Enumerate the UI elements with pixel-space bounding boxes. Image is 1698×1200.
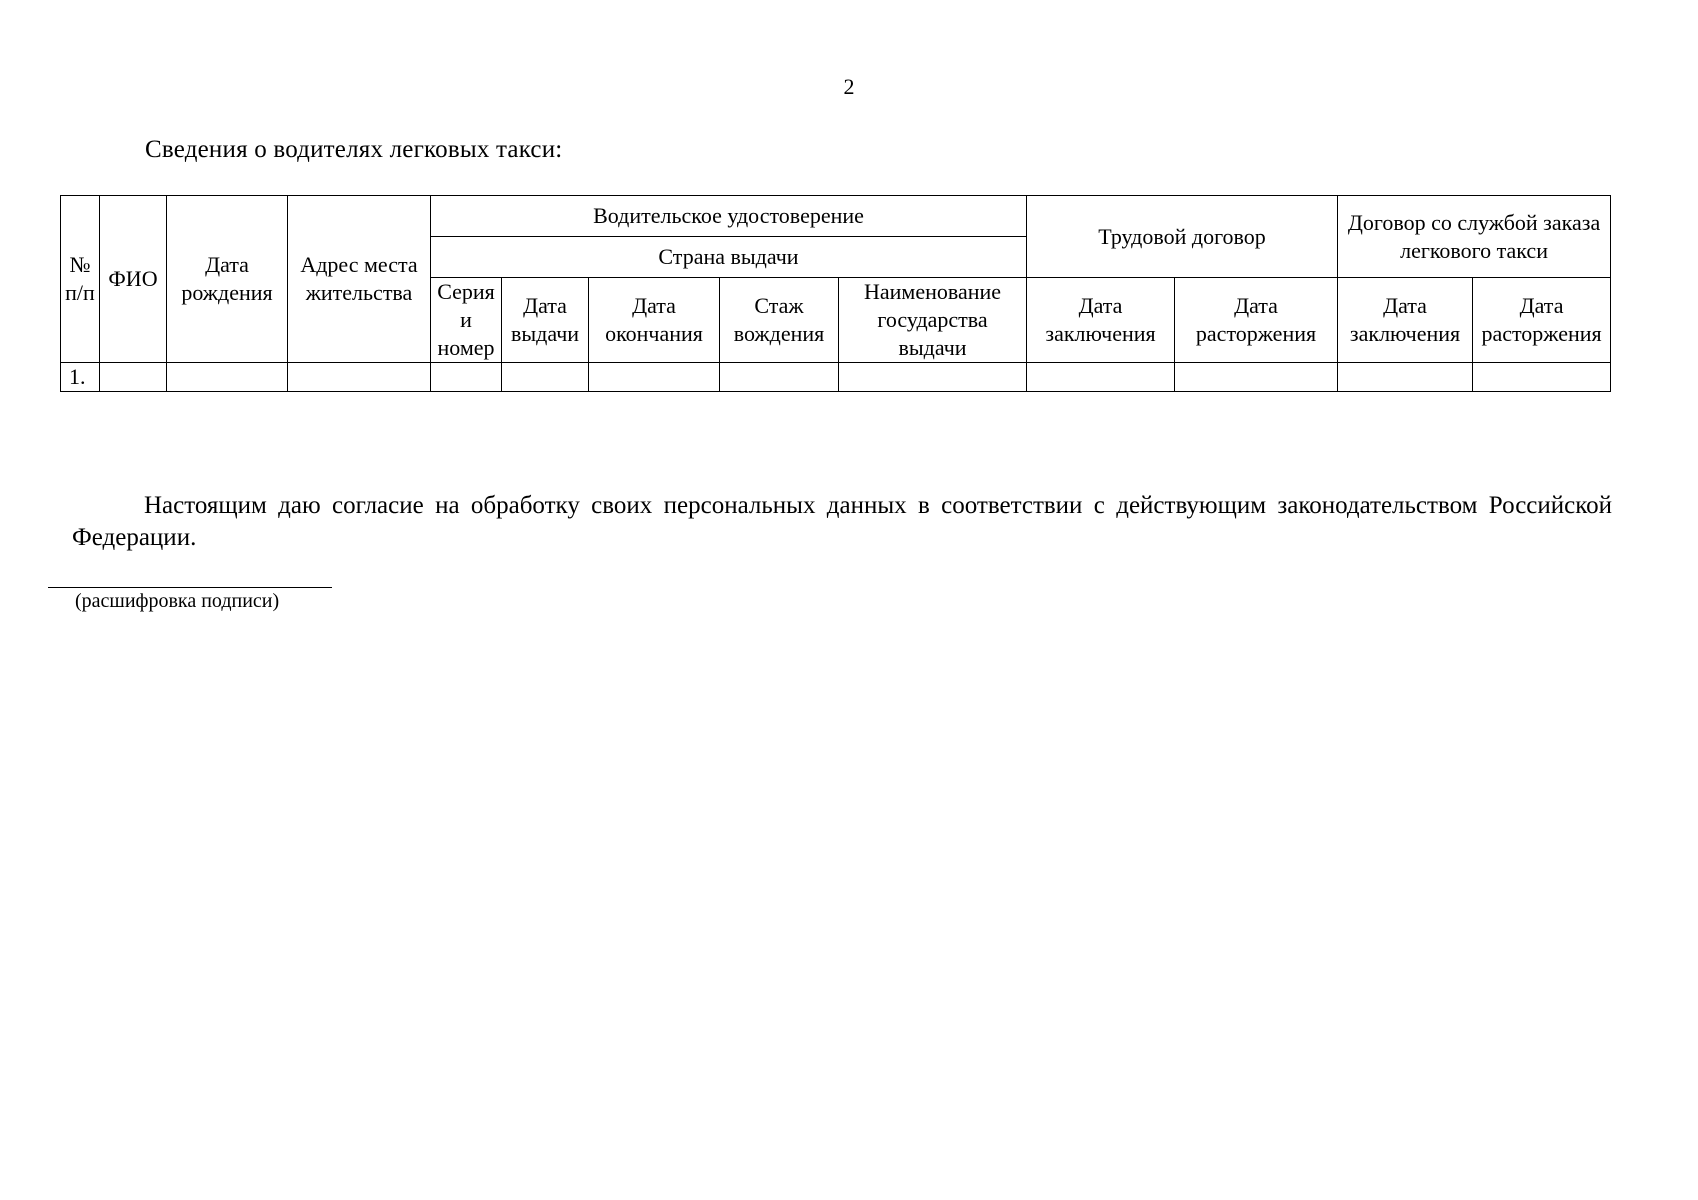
header-address: Адрес места жительства [288, 196, 431, 363]
header-num: № п/п [61, 196, 100, 363]
cell-birth-date [167, 363, 288, 392]
drivers-table [60, 195, 1611, 392]
header-employment-end: Дата расторжения [1175, 278, 1338, 363]
header-license-end-date: Дата окончания [589, 278, 720, 363]
table-row [61, 363, 1611, 392]
header-license-issue-date: Дата выдачи [502, 278, 589, 363]
consent-paragraph: Настоящим даю согласие на обработку своих персональных данных в соответствии с действующим законодательством Российской Федерации. [72, 492, 1612, 551]
header-employment-start: Дата заключения [1027, 278, 1175, 363]
header-birth-date: Дата рождения [167, 196, 288, 363]
header-service-group: Договор со службой заказа легкового такси [1338, 196, 1611, 278]
cell-employment-start [1027, 363, 1175, 392]
cell-license-issue-date [502, 363, 589, 392]
signature-line [48, 587, 332, 588]
header-license-country: Страна выдачи [431, 237, 1027, 278]
cell-service-start [1338, 363, 1473, 392]
cell-issuing-state [839, 363, 1027, 392]
cell-driving-experience [720, 363, 839, 392]
header-service-start: Дата заключения [1338, 278, 1473, 363]
header-driving-experience: Стаж вождения [720, 278, 839, 363]
header-issuing-state: Наименование государства выдачи [839, 278, 1027, 363]
cell-fio [100, 363, 167, 392]
page-number: 2 [843, 74, 855, 99]
header-license-series: Серия и номер [431, 278, 502, 363]
header-license-group: Водительское удостоверение [431, 196, 1027, 237]
row-num: 1. [61, 363, 100, 392]
cell-license-end-date [589, 363, 720, 392]
header-service-end: Дата расторжения [1473, 278, 1611, 363]
cell-employment-end [1175, 363, 1338, 392]
section-title: Сведения о водителях легковых такси: [145, 136, 563, 163]
cell-service-end [1473, 363, 1611, 392]
header-fio: ФИО [100, 196, 167, 363]
header-employment-group: Трудовой договор [1027, 196, 1338, 278]
cell-license-series [431, 363, 502, 392]
cell-address [288, 363, 431, 392]
signature-caption: (расшифровка подписи) [75, 590, 280, 612]
